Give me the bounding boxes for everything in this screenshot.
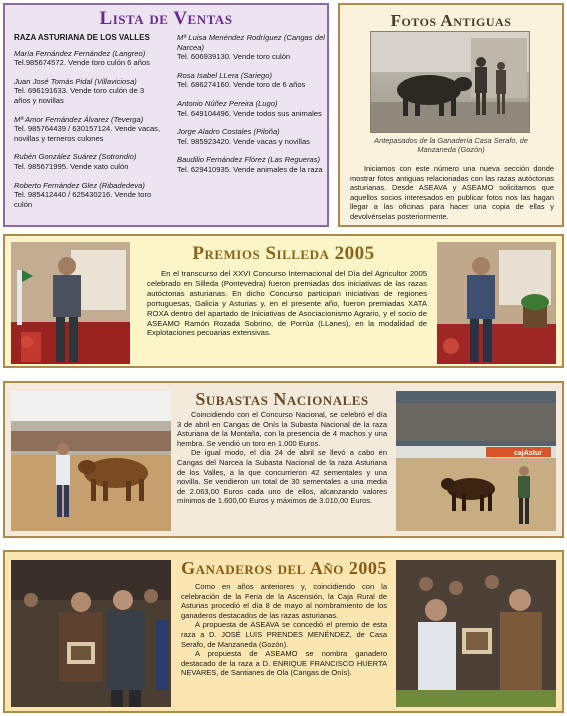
seller-name: Rubén González Suárez (Sotrondio) <box>14 152 137 162</box>
auction-arena-illustration <box>396 391 556 531</box>
cajastur-banner: cajAstur <box>514 450 543 457</box>
auction-bull-illustration <box>11 391 171 531</box>
farmers-paragraph-1: Como en años anteriores y, coincidiendo con la celebración de la Feria de la Ascensión, la Caja Rural de Asturias procedió el día 8 de mayo al nombramiento de los ganaderos destacados de las razas asturianas. <box>181 582 387 620</box>
old-photos-panel <box>338 3 564 227</box>
vintage-cattle-photo <box>370 31 530 133</box>
sale-entry <box>177 33 325 62</box>
breed-heading: RAZA ASTURIANA DE LOS VALLES <box>14 33 150 42</box>
farmers-of-year-body <box>181 582 387 678</box>
sales-list-title: Lista de Ventas <box>99 8 233 29</box>
national-auctions-body <box>177 410 387 506</box>
silleda-awards-title: Premios Silleda 2005 <box>192 243 375 264</box>
sale-entry <box>14 152 162 171</box>
seller-info: Tel. 985412440 / 625430216. Vende toro culón <box>14 190 152 209</box>
sale-entry <box>177 71 325 90</box>
photo-caption: Antepasados de la Ganadería Casa Serafo, de Manzaneda (Gozón) <box>374 136 528 154</box>
sale-entry <box>14 181 162 210</box>
sales-list-left-column <box>14 33 162 218</box>
award-speaker-illustration <box>437 242 556 364</box>
seller-info: Tel. 629410935. Vende animales de la raza <box>177 164 323 174</box>
seller-info: Tel. 985923420. Vende vacas y novillas <box>177 136 310 146</box>
seller-info: Tel. 696191633. Vende toro culón de 3 años y novillas <box>14 86 145 105</box>
national-auctions-title: Subastas Nacionales <box>195 389 369 409</box>
seller-info: Tel. 649104496. Vende todos sus animales <box>177 108 322 118</box>
award-ceremony-illustration <box>11 560 171 707</box>
auction-photo-right <box>396 391 556 531</box>
sale-entry <box>14 49 162 68</box>
farmers-photo-right <box>396 560 556 707</box>
sale-entry <box>177 127 325 146</box>
silleda-awards-panel <box>3 234 564 368</box>
seller-name: Antonio Núñez Pereira (Lugo) <box>177 98 278 108</box>
seller-name: Jorge Aladro Costales (Piloña) <box>177 127 280 137</box>
sales-list-right-column <box>177 33 325 184</box>
sale-entry <box>14 77 162 106</box>
farmers-of-year-title: Ganaderos del Año 2005 <box>181 558 387 578</box>
farmers-photo-left <box>11 560 171 707</box>
seller-info: Tel. 985671995. Vende xato culón <box>14 161 129 171</box>
seller-info: Tel. 686274160. Vende toro de 6 años <box>177 80 306 90</box>
seller-info: Tel.985674572. Vende toro culón 6 años <box>14 58 150 68</box>
farmers-paragraph-3: A propuesta de ASEAMO se nombra ganadero destacado de la raza a D. ENRIQUE FRANCISCO HUERTA NEVARES, de Santianes de Ola (Cangas de Onís). <box>181 649 387 678</box>
old-photos-title: Fotos Antiguas <box>390 11 512 30</box>
plaque-handover-illustration <box>396 560 556 707</box>
award-photo-right <box>437 242 556 364</box>
vintage-cattle-illustration <box>371 32 530 133</box>
sales-list-panel <box>3 3 329 227</box>
national-auctions-panel <box>3 381 564 538</box>
sale-entry <box>14 115 162 144</box>
auction-paragraph-1: Coincidiendo con el Concurso Nacional, se celebró el día 3 de abril en Cangas de Onís la Subasta Nacional de la raza Asturiana de la Montaña, con la presencia de 4 machos y una hembra. Se vendió un toro en 1.000 Euros. <box>177 410 387 448</box>
auction-photo-left <box>11 391 171 531</box>
seller-info: Tel. 606939130. Vende toro culón <box>177 52 291 62</box>
award-presenter-illustration <box>11 242 130 364</box>
seller-name: Juan José Tomás Pidal (Villaviciosa) <box>14 76 137 86</box>
seller-name: María Fernández Fernández (Langreo) <box>14 48 146 58</box>
seller-name: Baudilio Fernández Flórez (Las Regueras) <box>177 155 321 165</box>
seller-info: Tel. 985764439 / 630157124. Vende vacas, novillas y terneros culones <box>14 124 161 143</box>
farmers-of-year-panel <box>3 550 564 713</box>
seller-name: Rosa Isabel LLera (Sariego) <box>177 70 272 80</box>
sale-entry <box>177 99 325 118</box>
seller-name: Roberto Fernández Glez (Ribadedeva) <box>14 180 145 190</box>
old-photos-body: Iniciamos con este número una nueva sección donde mostrar fotos antiguas relacionadas con las razas autóctonas asturianas. Desde ASEAVA y ASEAMO solicitamos que aquellos socios interesados en publicar fotos nos las hagan llegar a las oficinas para hacer una copia de ellas y devolvérselas posteriormente. <box>350 164 554 221</box>
silleda-awards-body: En el transcurso del XXVI Concurso Internacional del Día del Agricultor 2005 celebrado en Silleda (Pontevedra) fueron premiadas dos iniciativas de las razas autóctonas asturianas. En dicho Concurso participan iniciativas de regiones portuguesas, Galicia y Asturias y, en el presente año, fueron premiadas XATA ROXA dentro del apartado de Iniciativas de Asociacionismo Agrario, y el socio de ASEAMO Ramón Rozada Sobrino, de Porrúa (LLanes), en la modalidad de Explotaciones pecuarias extensivas. <box>147 269 427 338</box>
farmers-paragraph-2: A propuesta de ASEAVA se concedió el premio de esta raza a D. JOSÉ LUIS PRENDES MENÉNDEZ, de Casa Serafo, de Manzaneda (Gozón). <box>181 620 387 649</box>
sale-entry <box>177 155 325 174</box>
auction-paragraph-2: De igual modo, el día 24 de abril se llevó a cabo en Cangas del Narcea la Subasta Nacional de la raza Asturiana de los Valles, a la que concurrieron 42 sementales y una novilla. Se vendieron un total de 30 sementales a una media de 2.063,00 Euros cada uno de ellos, alcanzando valores mínimos de 1.600,00 Euros y máximos de 3.010,00 Euros. <box>177 448 387 506</box>
award-photo-left <box>11 242 130 364</box>
seller-name: Mª Luisa Menéndez Rodríguez (Cangas del Narcea) <box>177 33 325 52</box>
seller-name: Mª Amor Fernández Álvarez (Teverga) <box>14 114 144 124</box>
